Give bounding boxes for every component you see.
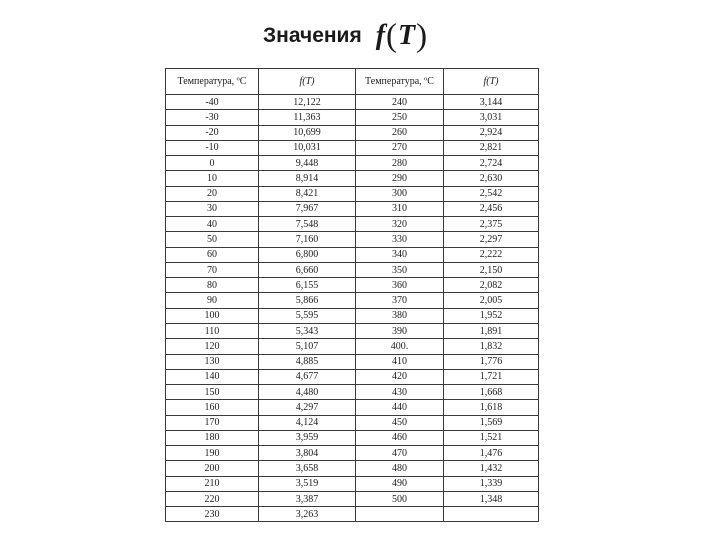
- temperature-cell-right: 340: [356, 247, 444, 262]
- temperature-cell-left: 40: [166, 217, 259, 232]
- value-cell-right: 2,924: [444, 125, 539, 140]
- values-table: [165, 68, 539, 522]
- value-cell-left: 5,866: [259, 293, 356, 308]
- temperature-cell-left: 130: [166, 354, 259, 369]
- temperature-cell-right: 380: [356, 308, 444, 323]
- table-row: [166, 369, 539, 384]
- temperature-cell-left: 110: [166, 323, 259, 338]
- table-row: [166, 354, 539, 369]
- value-cell-left: 9,448: [259, 156, 356, 171]
- value-cell-right: 1,618: [444, 400, 539, 415]
- table-row: [166, 186, 539, 201]
- value-cell-left: 10,699: [259, 125, 356, 140]
- table-row: [166, 95, 539, 110]
- temperature-cell-left: 100: [166, 308, 259, 323]
- value-cell-right: 2,542: [444, 186, 539, 201]
- page-title: [263, 18, 428, 54]
- value-cell-right: 1,776: [444, 354, 539, 369]
- table-row: [166, 446, 539, 461]
- table-row: [166, 110, 539, 125]
- temperature-cell-right: 460: [356, 430, 444, 445]
- value-cell-left: 3,387: [259, 491, 356, 506]
- temperature-cell-right: 390: [356, 323, 444, 338]
- header-temperature-right: Температура, ºС: [356, 69, 444, 95]
- temperature-cell-left: 160: [166, 400, 259, 415]
- table-row: [166, 201, 539, 216]
- temperature-cell-right: 500: [356, 491, 444, 506]
- temperature-cell-left: 210: [166, 476, 259, 491]
- value-cell-left: 3,658: [259, 461, 356, 476]
- table-row: [166, 278, 539, 293]
- value-cell-left: 3,804: [259, 446, 356, 461]
- temperature-cell-right: 490: [356, 476, 444, 491]
- value-cell-right: 3,031: [444, 110, 539, 125]
- value-cell-left: 8,914: [259, 171, 356, 186]
- value-cell-left: 3,263: [259, 507, 356, 522]
- title-paren-open: (: [386, 17, 398, 54]
- value-cell-right: [444, 507, 539, 522]
- temperature-cell-left: 190: [166, 446, 259, 461]
- value-cell-right: 1,891: [444, 323, 539, 338]
- temperature-cell-right: 350: [356, 262, 444, 277]
- value-cell-left: 7,967: [259, 201, 356, 216]
- temperature-cell-left: 70: [166, 262, 259, 277]
- value-cell-left: 3,519: [259, 476, 356, 491]
- temperature-cell-left: 20: [166, 186, 259, 201]
- header-temperature-left: Температура, ºС: [166, 69, 259, 95]
- value-cell-right: 1,569: [444, 415, 539, 430]
- temperature-cell-left: 230: [166, 507, 259, 522]
- value-cell-right: 1,476: [444, 446, 539, 461]
- temperature-cell-left: 200: [166, 461, 259, 476]
- value-cell-right: 2,222: [444, 247, 539, 262]
- table-row: [166, 400, 539, 415]
- title-variable: T: [398, 20, 416, 51]
- value-cell-left: 6,155: [259, 278, 356, 293]
- value-cell-left: 5,107: [259, 339, 356, 354]
- table-row: [166, 415, 539, 430]
- temperature-cell-right: 420: [356, 369, 444, 384]
- title-paren-close: ): [416, 17, 428, 54]
- temperature-cell-right: 310: [356, 201, 444, 216]
- temperature-cell-right: 240: [356, 95, 444, 110]
- temperature-cell-right: 440: [356, 400, 444, 415]
- table-row: [166, 217, 539, 232]
- temperature-cell-right: 250: [356, 110, 444, 125]
- value-cell-right: 1,432: [444, 461, 539, 476]
- temperature-cell-left: 120: [166, 339, 259, 354]
- value-cell-right: 2,150: [444, 262, 539, 277]
- temperature-cell-left: 0: [166, 156, 259, 171]
- temperature-cell-right: 470: [356, 446, 444, 461]
- value-cell-left: 5,343: [259, 323, 356, 338]
- value-cell-left: 4,885: [259, 354, 356, 369]
- temperature-cell-left: -20: [166, 125, 259, 140]
- temperature-cell-left: 220: [166, 491, 259, 506]
- temperature-cell-left: 80: [166, 278, 259, 293]
- value-cell-right: 2,821: [444, 140, 539, 155]
- value-cell-right: 1,521: [444, 430, 539, 445]
- temperature-cell-left: 180: [166, 430, 259, 445]
- temperature-cell-right: 360: [356, 278, 444, 293]
- table-row: [166, 461, 539, 476]
- value-cell-right: 1,832: [444, 339, 539, 354]
- value-cell-right: 2,375: [444, 217, 539, 232]
- value-cell-left: 3,959: [259, 430, 356, 445]
- temperature-cell-right: 370: [356, 293, 444, 308]
- value-cell-right: 2,082: [444, 278, 539, 293]
- value-cell-right: 1,348: [444, 491, 539, 506]
- temperature-cell-right: 290: [356, 171, 444, 186]
- table-row: [166, 232, 539, 247]
- table-body: [166, 95, 539, 522]
- value-cell-left: 6,660: [259, 262, 356, 277]
- temperature-cell-right: 270: [356, 140, 444, 155]
- temperature-cell-right: 400.: [356, 339, 444, 354]
- header-function-right: f(T): [444, 69, 539, 95]
- table-row: [166, 430, 539, 445]
- temperature-cell-right: 260: [356, 125, 444, 140]
- value-cell-left: 8,421: [259, 186, 356, 201]
- value-cell-right: 2,456: [444, 201, 539, 216]
- table-row: [166, 507, 539, 522]
- temperature-cell-right: 480: [356, 461, 444, 476]
- temperature-cell-right: [356, 507, 444, 522]
- value-cell-left: 7,548: [259, 217, 356, 232]
- title-word: Значения: [263, 24, 362, 47]
- temperature-cell-left: 60: [166, 247, 259, 262]
- temperature-cell-right: 330: [356, 232, 444, 247]
- value-cell-left: 4,297: [259, 400, 356, 415]
- temperature-cell-left: 50: [166, 232, 259, 247]
- table-row: [166, 491, 539, 506]
- table-row: [166, 171, 539, 186]
- value-cell-right: 1,339: [444, 476, 539, 491]
- table-row: [166, 140, 539, 155]
- temperature-cell-left: 150: [166, 385, 259, 400]
- table-row: [166, 125, 539, 140]
- header-row: [166, 69, 539, 95]
- temperature-cell-left: -30: [166, 110, 259, 125]
- table-row: [166, 323, 539, 338]
- temperature-cell-right: 280: [356, 156, 444, 171]
- temperature-cell-left: 10: [166, 171, 259, 186]
- value-cell-left: 6,800: [259, 247, 356, 262]
- table-row: [166, 262, 539, 277]
- value-cell-right: 3,144: [444, 95, 539, 110]
- temperature-cell-left: 30: [166, 201, 259, 216]
- value-cell-right: 2,724: [444, 156, 539, 171]
- table-row: [166, 156, 539, 171]
- title-function-notation: [375, 17, 428, 54]
- temperature-cell-left: -10: [166, 140, 259, 155]
- value-cell-right: 2,630: [444, 171, 539, 186]
- temperature-cell-right: 430: [356, 385, 444, 400]
- value-cell-right: 2,005: [444, 293, 539, 308]
- temperature-cell-right: 320: [356, 217, 444, 232]
- value-cell-left: 4,480: [259, 385, 356, 400]
- temperature-cell-right: 450: [356, 415, 444, 430]
- value-cell-right: 1,721: [444, 369, 539, 384]
- temperature-cell-right: 410: [356, 354, 444, 369]
- value-cell-left: 4,124: [259, 415, 356, 430]
- value-cell-right: 1,952: [444, 308, 539, 323]
- temperature-cell-left: 90: [166, 293, 259, 308]
- value-cell-left: 7,160: [259, 232, 356, 247]
- value-cell-left: 4,677: [259, 369, 356, 384]
- value-cell-left: 12,122: [259, 95, 356, 110]
- table-row: [166, 247, 539, 262]
- table-row: [166, 293, 539, 308]
- value-cell-left: 10,031: [259, 140, 356, 155]
- value-cell-right: 2,297: [444, 232, 539, 247]
- table-row: [166, 339, 539, 354]
- table-row: [166, 385, 539, 400]
- title-function-name: f: [375, 20, 386, 51]
- temperature-cell-left: 140: [166, 369, 259, 384]
- value-cell-right: 1,668: [444, 385, 539, 400]
- table-row: [166, 308, 539, 323]
- temperature-cell-left: -40: [166, 95, 259, 110]
- value-cell-left: 11,363: [259, 110, 356, 125]
- temperature-cell-right: 300: [356, 186, 444, 201]
- value-cell-left: 5,595: [259, 308, 356, 323]
- temperature-cell-left: 170: [166, 415, 259, 430]
- table-row: [166, 476, 539, 491]
- header-function-left: f(T): [259, 69, 356, 95]
